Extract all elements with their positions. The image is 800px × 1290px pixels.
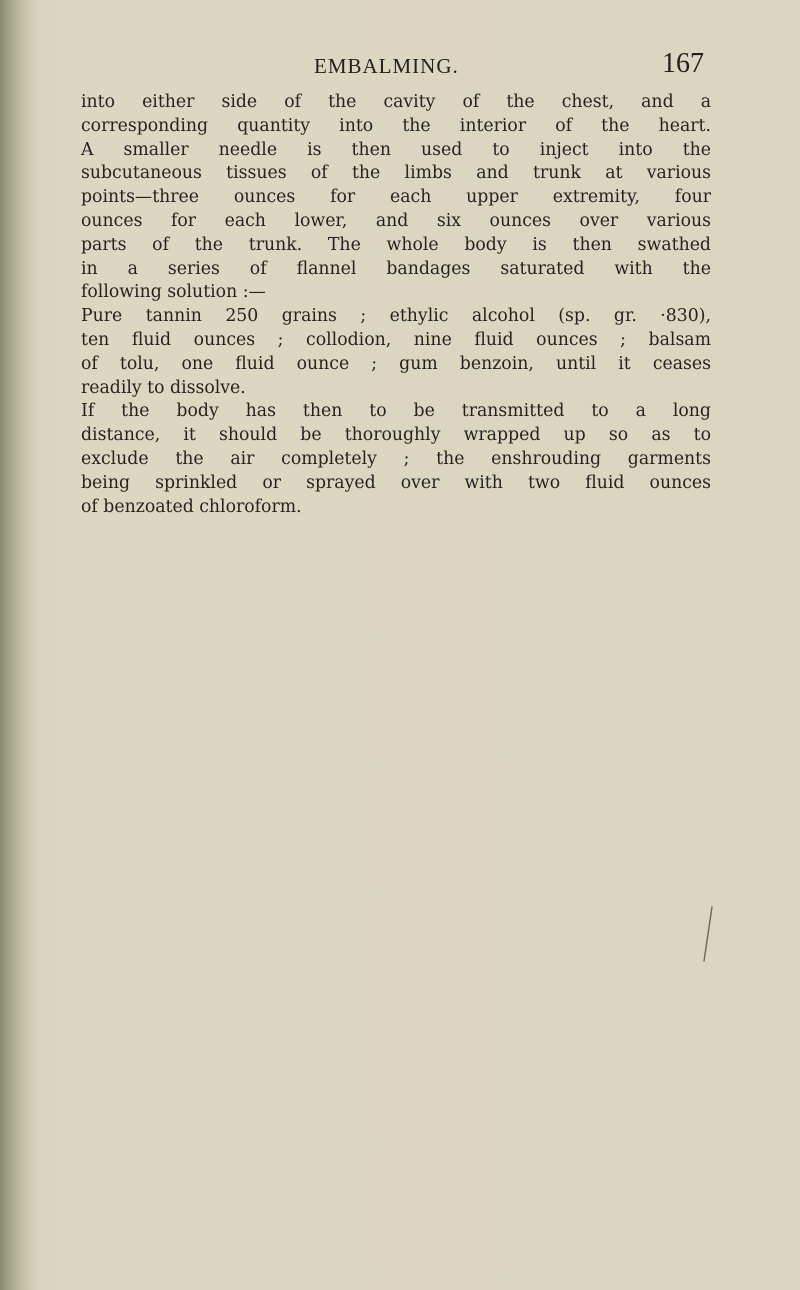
text-line: A smaller needle is then used to inject into the [81, 139, 711, 160]
binding-gutter-shadow [0, 0, 38, 1290]
page-number: 167 [662, 48, 704, 79]
text-line: ounces for each lower, and six ounces over various [81, 210, 711, 231]
running-head: EMBALMING. [314, 54, 459, 78]
text-line: into either side of the cavity of the chest, and a [81, 92, 711, 112]
text-line: of benzoated chloroform. [81, 496, 302, 517]
text-line: If the body has then to be transmitted to a long [81, 401, 711, 422]
text-line: points—three ounces for each upper extremity, four [81, 187, 711, 208]
text-line: exclude the air completely ; the enshrouding garments [81, 448, 711, 469]
text-line: in a series of flannel bandages saturated with the [81, 258, 711, 279]
text-line: subcutaneous tissues of the limbs and trunk at various [81, 163, 711, 184]
text-line: of tolu, one fluid ounce ; gum benzoin, until it ceases [81, 353, 711, 374]
text-line: parts of the trunk. The whole body is then swathed [81, 234, 711, 255]
text-line: being sprinkled or sprayed over with two fluid ounces [81, 472, 711, 493]
paragraph-3 [81, 400, 711, 519]
paragraph-1 [81, 91, 711, 305]
paragraph-2 [81, 305, 711, 400]
text-line: distance, it should be thoroughly wrapped up so as to [81, 425, 711, 446]
page-header [0, 48, 800, 84]
text-line: following solution :— [81, 282, 266, 303]
text-line: corresponding quantity into the interior of the heart. [81, 115, 711, 136]
text-line: readily to dissolve. [81, 377, 246, 398]
body-text [81, 91, 711, 519]
text-line: Pure tannin 250 grains ; ethylic alcohol (sp. gr. ·830), [81, 306, 711, 327]
pencil-mark-icon [700, 905, 716, 963]
text-line: ten fluid ounces ; collodion, nine fluid ounces ; balsam [81, 329, 711, 350]
